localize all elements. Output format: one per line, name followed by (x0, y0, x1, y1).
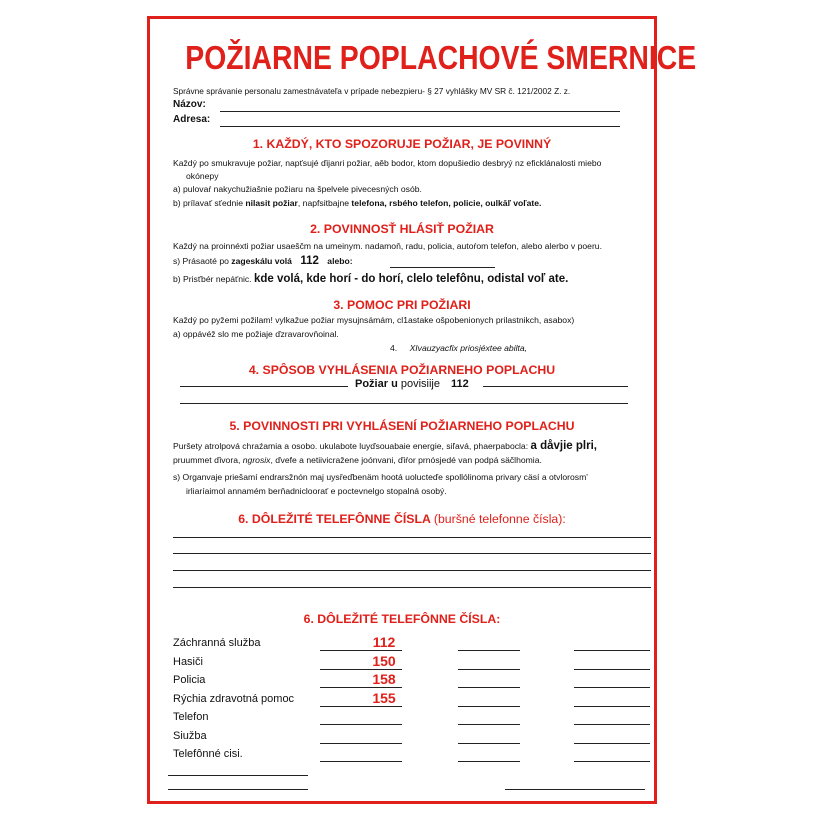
phone-row-line (458, 743, 520, 744)
phone-row-line (458, 761, 520, 762)
section-6a-heading: 6. DÔLEŽITÉ TELEFÔNNE ČÍSLA (buršné telefonne čísla): (238, 512, 566, 526)
bottom-line-left-1 (168, 775, 308, 776)
phone-row-label: Siužba (173, 729, 207, 742)
phone-row-line (574, 687, 650, 688)
address-line (220, 126, 620, 127)
section-2-item-b: b) Prisťbér nepáťnic. kde volá, kde horí - do horí, clelo telefônu, odistal voľ ate. (173, 273, 569, 285)
phone-row-line (458, 687, 520, 688)
section-6b-heading: 6. DÔLEŽITÉ TELEFÔNNE ČÍSLA: (303, 612, 501, 626)
phone-row-label: Telefônné cisi. (173, 748, 243, 760)
phone-row-line (320, 669, 402, 670)
phone-row-number: 155 (372, 689, 396, 706)
section-2-item-s: s) Prásaoté po zageskálu volá 112 alebo: (173, 255, 353, 267)
section-1-item-b: b) prílavať sťednie nilasit požiar, napfsitbajne telefona, rsbého telefon, policie, oulkāľ voľate. (173, 198, 542, 208)
section-1-item-a: a) pulovaŕ nakychužiašnie požiaru na špelvele pivecesných osób. (173, 184, 422, 194)
section-2-fill-line (390, 267, 495, 268)
section-2-heading: 2. POVINNOSŤ HLÁSIŤ POŽIAR (310, 222, 494, 236)
bottom-line-right (505, 789, 645, 790)
section-4-heading: 4. SPÔSOB VYHLÁSENIA POŽIARNEHO POPLACHU (248, 363, 556, 377)
phone-row-number: 112 (372, 634, 396, 650)
section-1-heading: 1. KAŽDÝ, KTO SPOZORUJE POŽIAR, JE POVINNÝ (252, 137, 552, 151)
phone-row-line (320, 687, 402, 688)
phone-row-line (574, 706, 650, 707)
name-label: Názov: (173, 99, 206, 110)
phone-row-line (320, 650, 402, 651)
phone-row-line (574, 669, 650, 670)
phone-row-line (458, 669, 520, 670)
section-6a-line-4 (173, 587, 651, 588)
name-line (220, 111, 620, 112)
section-3-heading: 3. POMOC PRI POŽIARI (333, 298, 471, 312)
phone-row-number: 150 (372, 652, 396, 669)
section-4-line-right (483, 386, 628, 387)
phone-row-number: 158 (372, 671, 396, 687)
phone-row-label: Rýchia zdravotná pomoc (173, 692, 295, 705)
phone-row-line (458, 724, 520, 725)
section-3-text: Každý po pyžemi požilam! vylkažue požiar mysujnsámám, cl1astake ošpobenionych prilastnikch, asabox) (173, 315, 575, 325)
section-5-text-1: Puršety atrolpová chraźamia a osobo. ukulabote luyďsouabaie energie, siľavá, phaerpabocla: a dåvjie plri, (173, 440, 597, 452)
phone-row-line (574, 761, 650, 762)
address-label: Adresa: (173, 114, 211, 125)
phone-row-label: Záchranná služba (173, 637, 261, 649)
section-2-text: Každý na proinnéxti požiar usaeščm na umeinym. nadamoň, radu, policia, autoŕom telefon, alebo alerbo v poeru. (173, 241, 602, 251)
phone-row-line (320, 724, 402, 725)
section-3-item-4: 4. XIvauzyacfix priosjéxtee abilta, (390, 343, 528, 353)
section-4-line-text: Požiar u povisiije 112 (355, 378, 469, 390)
page-title: POŽIARNE POPLACHOVÉ SMERNICE (185, 39, 697, 76)
phone-row-line (320, 743, 402, 744)
phone-row-line (574, 724, 650, 725)
phone-row-line (574, 743, 650, 744)
phone-row-line (320, 706, 402, 707)
section-1-text: Každý po smukravuje požiar, napťsujé ďijanri požiar, aěb bodor, ktom dopušiedio desbryý nz eficklánalosti miebo (173, 158, 602, 168)
phone-row-label: Policia (173, 674, 206, 686)
section-6a-line-1 (173, 537, 651, 538)
section-5-heading: 5. POVINNOSTI PRI VYHLÁSENÍ POŽIARNEHO POPLACHU (229, 419, 575, 433)
bottom-line-left-2 (168, 789, 308, 790)
section-4-line-left (180, 386, 348, 387)
section-6a-line-3 (173, 570, 651, 571)
phone-row-line (458, 650, 520, 651)
subtitle: Správne správanie personalu zamestnávateľa v prípade nebezpieru- § 27 vyhlášky MV SR č. 121/2002 Z. z. (173, 86, 571, 96)
section-1-text-cont: okónepy (186, 171, 219, 181)
phone-row-line (320, 761, 402, 762)
section-5-item-s-1: s) Organvaje priešamí endrarsžnón maj uysřeďbenäm hootá uolucteďe spollólinoma privary cäsí a otvlorosm' (173, 472, 588, 482)
section-4-line-2 (180, 403, 628, 404)
phone-row-line (574, 650, 650, 651)
phone-row-line (458, 706, 520, 707)
section-5-item-s-2: irliaríaimol annamém berňadnicloorať e poctevnelgo stopalná osobý. (186, 486, 447, 496)
section-5-text-2: pruummet ďivora, ngrosix, ďvefe a netiivicražene joónvani, ďiŕor prnósjedé van podpá säčlhomia. (173, 455, 542, 465)
phone-row-label: Telefon (173, 711, 209, 723)
phone-row-label: Hasiči (173, 655, 203, 668)
section-6a-line-2 (173, 553, 651, 554)
section-3-item-a: a) oppávéž slo me požiaje ďzravarovňoinal. (173, 329, 339, 339)
fire-alarm-sign (147, 16, 697, 804)
